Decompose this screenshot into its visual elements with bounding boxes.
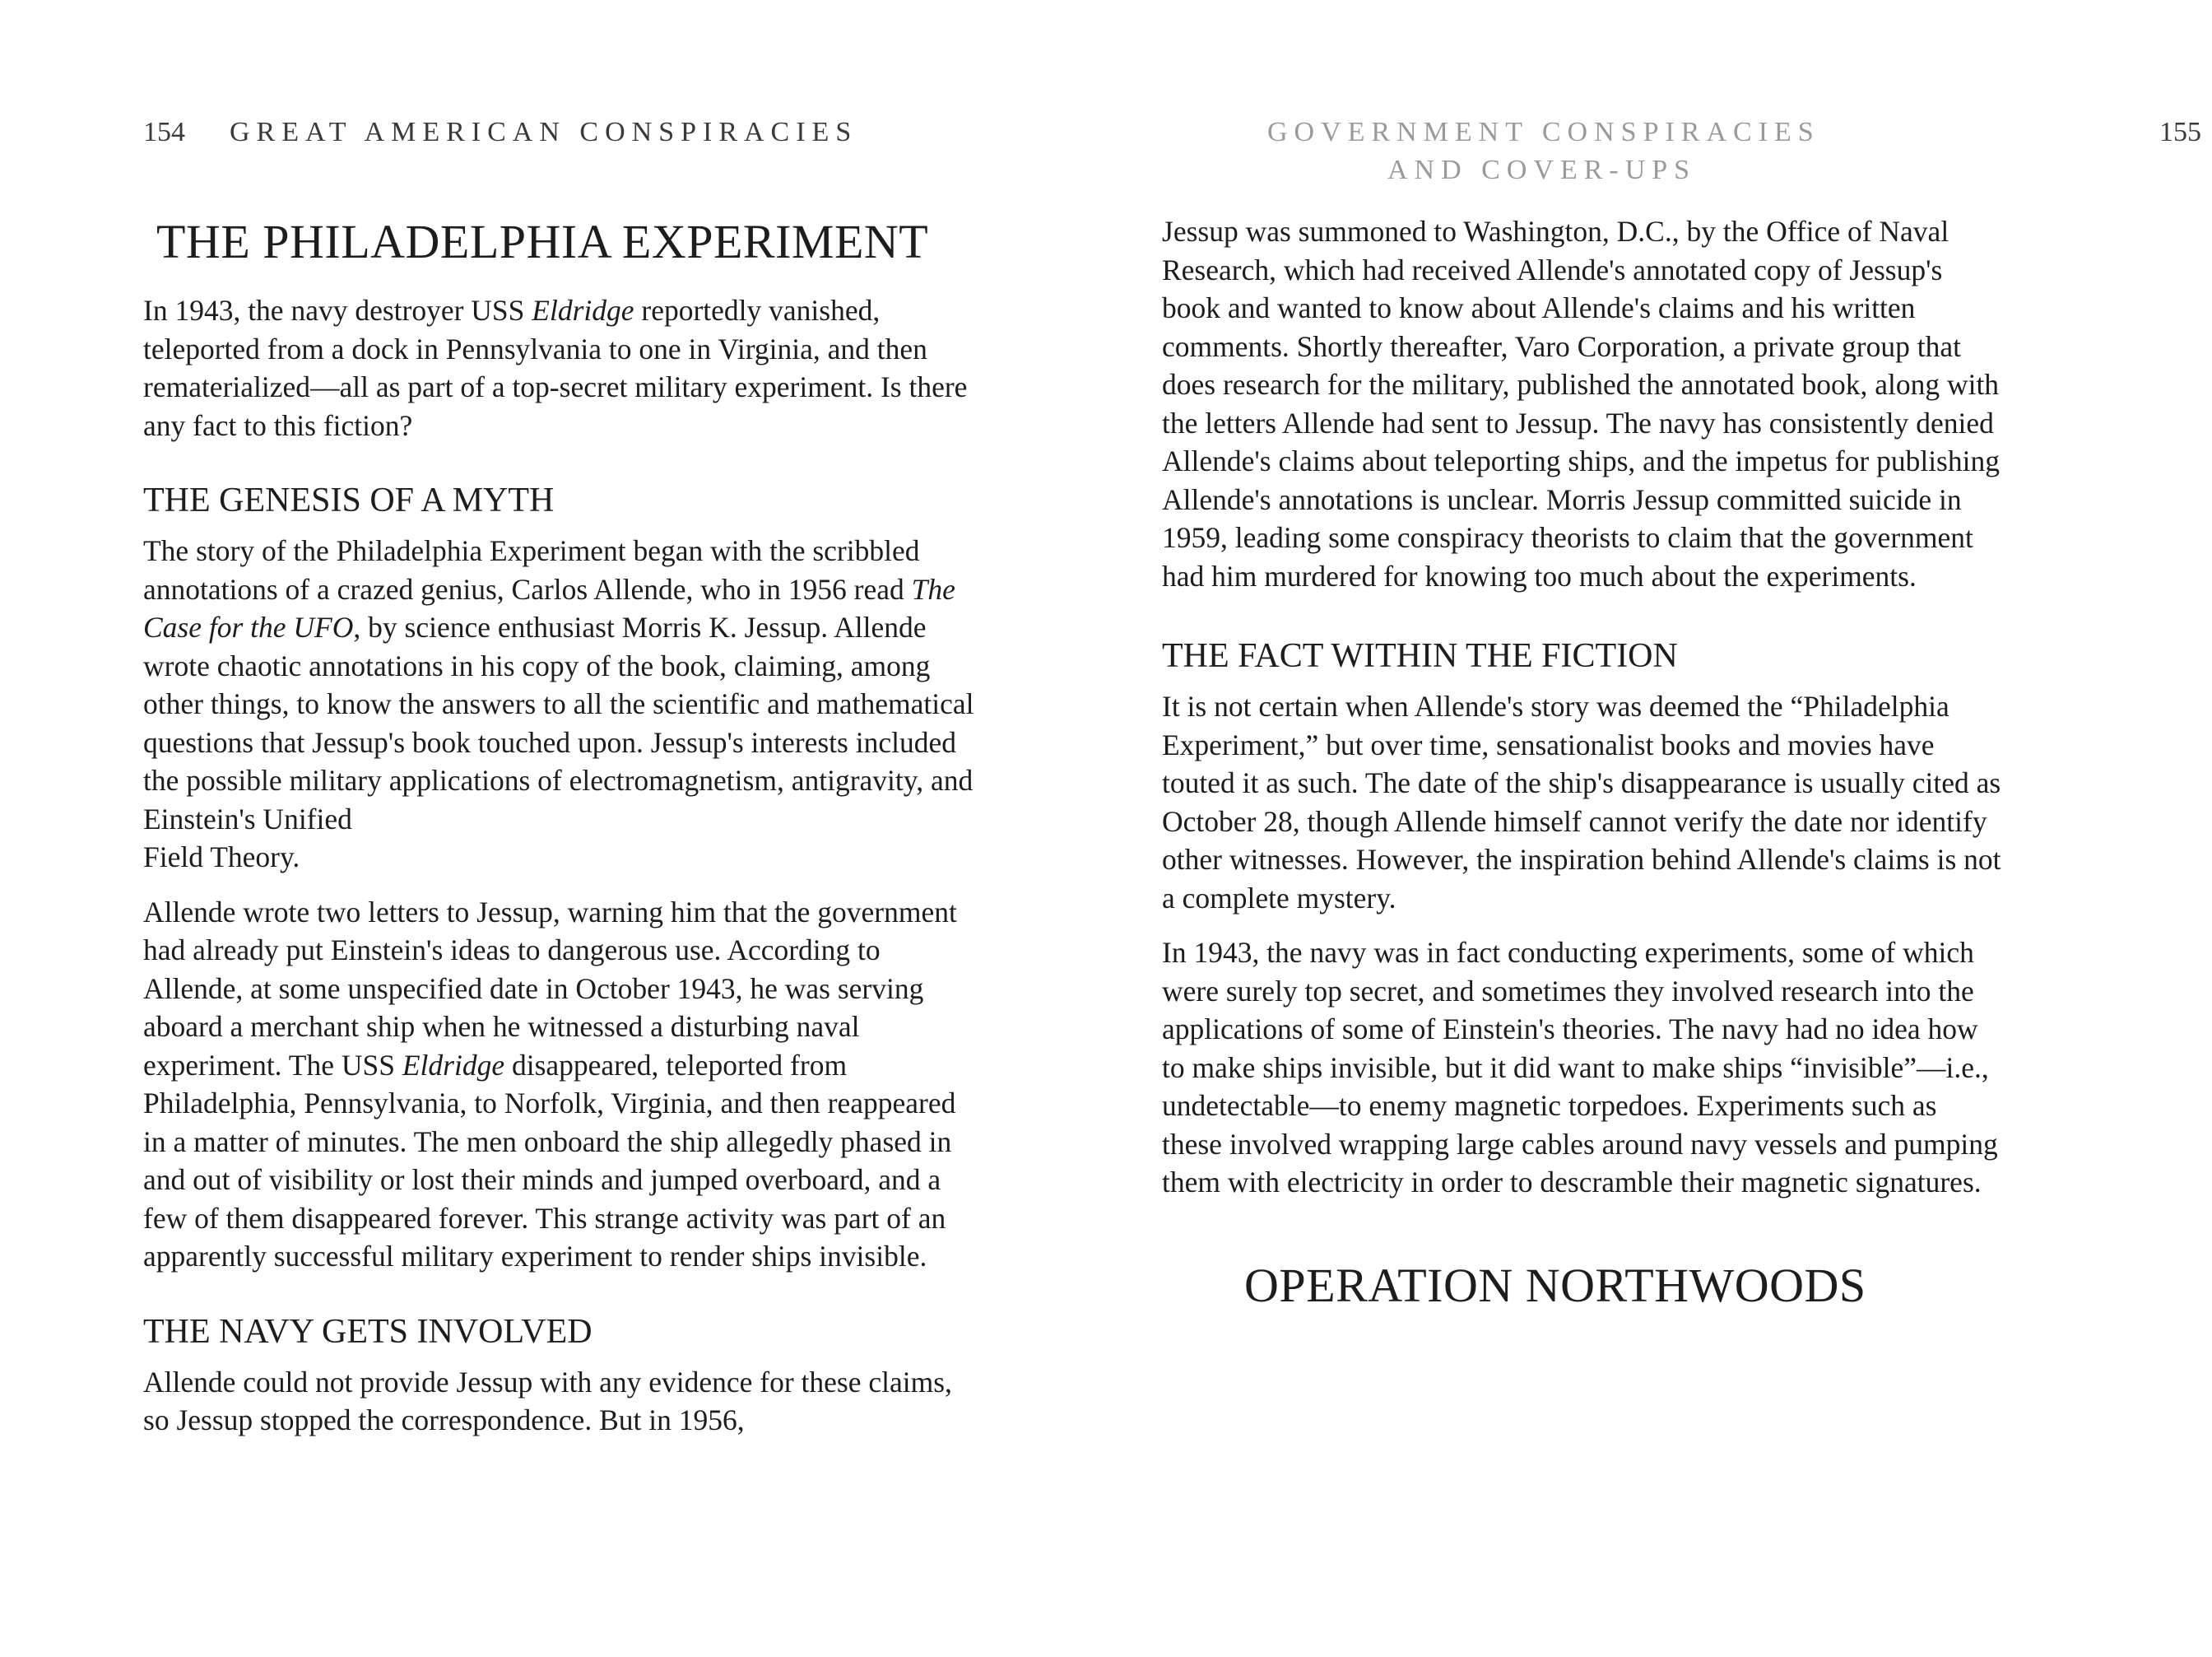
running-head-right xyxy=(1267,114,2212,189)
page-number-right: 155 xyxy=(2159,117,2201,147)
running-head-title-right-line1: GOVERNMENT CONSPIRACIES xyxy=(1267,117,1820,147)
fact-paragraph-1: It is not certain when Allende's story was deemed the “Philadelphia Experiment,” but over time, sensationalist books and movies have touted it as such. The date of the ship's disappearance is usually cited as October 28, though Allende himself cannot verify the date nor identify other witnesses. However, the inspiration behind Allende's claims is not a complete mystery. xyxy=(1162,690,2001,915)
genesis-p1-book-title: The Case for the UFO xyxy=(143,572,955,644)
running-head-title-right-line2: AND COVER-UPS xyxy=(1387,155,1697,185)
chapter-title: THE PHILADELPHIA EXPERIMENT xyxy=(156,215,929,268)
genesis-p1-after: , by science enthusiast Morris K. Jessup. Allende wrote chaotic annotations in his copy of the book, claiming, among other things, to know the answers to all the scientific and mathematical questions that Jessup's book touched upon. Jessup's interests included the possible military applications of electromagnetism, antigravity, and Einstein's Unified xyxy=(143,611,974,835)
section-heading-fact: THE FACT WITHIN THE FICTION xyxy=(1162,637,1678,675)
left-text-column xyxy=(143,211,983,1456)
page-number-left: 154 xyxy=(143,117,185,147)
section-heading-genesis: THE GENESIS OF A MYTH xyxy=(143,482,555,519)
genesis-p1-before: The story of the Philadelphia Experiment began with the scribbled annotations of a crazed genius, Carlos Allende, who in 1956 read xyxy=(143,534,920,606)
right-text-column xyxy=(1162,212,2001,1317)
genesis-p2-after: disappeared, teleported from Philadelphia, Pennsylvania, to Norfolk, Virginia, and then reappeared in a matter of minutes. The men onboard the ship allegedly phased in and out of visibility or lost their minds and jumped overboard, and a few of them disappeared forever. This strange activity was part of an apparently successful military experiment to render ships invisible. xyxy=(143,1048,956,1273)
intro-text-before: In 1943, the navy destroyer USS xyxy=(143,294,532,327)
genesis-p2-before: Allende wrote two letters to Jessup, warning him that the government had already put Einstein's ideas to dangerous use. According to Allende, at some unspecified date in October 1943, he was serving aboard a merchant ship when he witnessed a disturbing naval experiment. The USS xyxy=(143,895,957,1082)
continued-paragraph: Jessup was summoned to Washington, D.C., by the Office of Naval Research, which had received Allende's annotated copy of Jessup's book and wanted to know about Allende's claims and his written comments. Shortly thereafter, Varo Corporation, a private group that does research for the military, published the annotated book, along with the letters Allende had sent to Jessup. The navy has consistently denied Allende's claims about teleporting ships, and the impetus for publishing Allende's annotations is unclear. Morris Jessup committed suicide in 1959, leading some conspiracy theorists to claim that the government had him murdered for knowing too much about the experiments. xyxy=(1162,215,2000,593)
fact-paragraph-2: In 1943, the navy was in fact conducting experiments, some of which were surely top secret, and sometimes they involved research into the applications of some of Einstein's theories. The navy had no idea how to make ships invisible, but it did want to make ships “invisible”—i.e., undetectable—to enemy magnetic torpedoes. Experiments such as these involved wrapping large cables around navy vessels and pumping them with electricity in order to descramble their magnetic signatures. xyxy=(1162,936,1998,1199)
running-head-left xyxy=(143,114,857,151)
navy-paragraph-1: Allende could not provide Jessup with any evidence for these claims, so Jessup stopped the correspondence. But in 1956, xyxy=(143,1365,952,1436)
running-head-title-left: GREAT AMERICAN CONSPIRACIES xyxy=(230,117,858,147)
next-chapter-title: OPERATION NORTHWOODS xyxy=(1244,1258,1866,1312)
intro-paragraph xyxy=(143,291,983,445)
intro-text-after: reportedly vanished, teleported from a dock in Pennsylvania to one in Virginia, and then rematerialized—all as part of a top-secret military experiment. Is there any fact to this fiction? xyxy=(143,294,968,442)
section-heading-navy: THE NAVY GETS INVOLVED xyxy=(143,1312,592,1351)
genesis-paragraph-2 xyxy=(143,893,983,1276)
intro-ship-name: Eldridge xyxy=(532,294,634,327)
genesis-p1-last-line: Field Theory. xyxy=(143,840,300,873)
genesis-p2-ship-name: Eldridge xyxy=(402,1048,505,1082)
left-page xyxy=(0,0,1053,1657)
genesis-paragraph-1 xyxy=(143,532,976,877)
